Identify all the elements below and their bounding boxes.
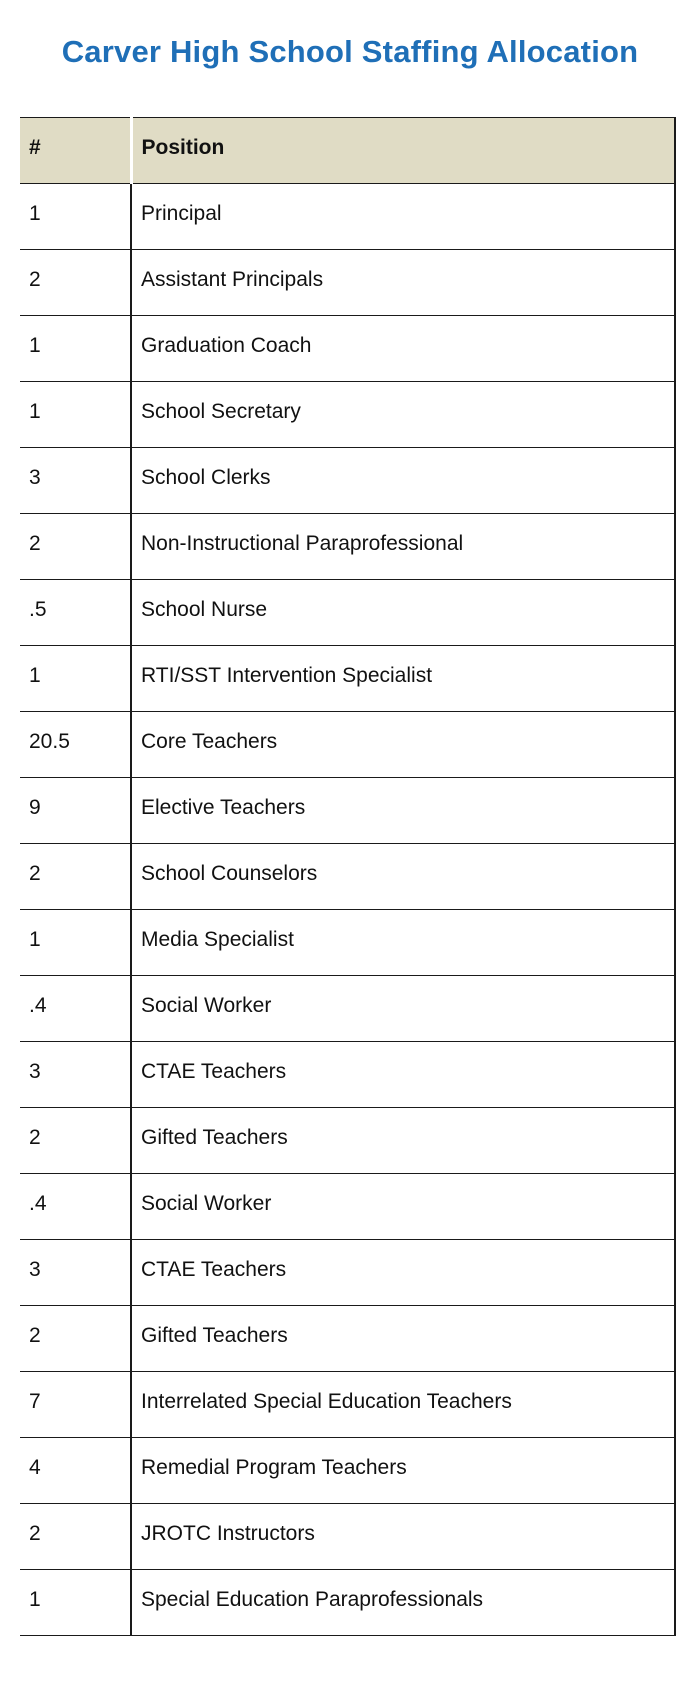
table-row <box>20 580 675 646</box>
table-row <box>20 1240 675 1306</box>
row-position: Media Specialist <box>131 910 675 976</box>
row-position: School Counselors <box>131 844 675 910</box>
row-position: Principal <box>131 184 675 250</box>
table-header-row <box>20 118 675 184</box>
row-position: Special Education Paraprofessionals <box>131 1570 675 1636</box>
row-position: Social Worker <box>131 976 675 1042</box>
table-row <box>20 382 675 448</box>
row-count: .4 <box>20 1174 131 1240</box>
column-header-count: # <box>20 118 131 184</box>
row-count: 2 <box>20 250 131 316</box>
staffing-table <box>20 117 676 1636</box>
row-count: 2 <box>20 1306 131 1372</box>
table-row <box>20 316 675 382</box>
row-position: School Secretary <box>131 382 675 448</box>
table-row <box>20 1174 675 1240</box>
row-count: 2 <box>20 844 131 910</box>
row-count: 2 <box>20 1108 131 1174</box>
table-row <box>20 910 675 976</box>
row-count: 1 <box>20 646 131 712</box>
row-position: Assistant Principals <box>131 250 675 316</box>
table-row <box>20 250 675 316</box>
table-row <box>20 976 675 1042</box>
row-position: CTAE Teachers <box>131 1042 675 1108</box>
table-row <box>20 184 675 250</box>
row-count: 9 <box>20 778 131 844</box>
row-position: Elective Teachers <box>131 778 675 844</box>
table-row <box>20 712 675 778</box>
column-header-position: Position <box>131 118 675 184</box>
row-position: Graduation Coach <box>131 316 675 382</box>
row-position: CTAE Teachers <box>131 1240 675 1306</box>
row-position: RTI/SST Intervention Specialist <box>131 646 675 712</box>
row-count: 3 <box>20 1240 131 1306</box>
row-position: JROTC Instructors <box>131 1504 675 1570</box>
row-position: Social Worker <box>131 1174 675 1240</box>
table-row <box>20 646 675 712</box>
row-position: School Nurse <box>131 580 675 646</box>
row-count: 4 <box>20 1438 131 1504</box>
row-count: 2 <box>20 514 131 580</box>
row-count: 1 <box>20 316 131 382</box>
row-count: 1 <box>20 382 131 448</box>
row-count: 3 <box>20 1042 131 1108</box>
row-position: Gifted Teachers <box>131 1108 675 1174</box>
row-position: Core Teachers <box>131 712 675 778</box>
row-count: 20.5 <box>20 712 131 778</box>
table-row <box>20 1042 675 1108</box>
row-count: .4 <box>20 976 131 1042</box>
table-row <box>20 844 675 910</box>
table-row <box>20 514 675 580</box>
table-row <box>20 1108 675 1174</box>
row-position: School Clerks <box>131 448 675 514</box>
row-position: Remedial Program Teachers <box>131 1438 675 1504</box>
table-row <box>20 1504 675 1570</box>
row-count: 2 <box>20 1504 131 1570</box>
row-position: Gifted Teachers <box>131 1306 675 1372</box>
table-row <box>20 448 675 514</box>
row-count: 1 <box>20 1570 131 1636</box>
row-count: 3 <box>20 448 131 514</box>
table-row <box>20 1372 675 1438</box>
table-row <box>20 1438 675 1504</box>
table-row <box>20 778 675 844</box>
row-position: Non-Instructional Paraprofessional <box>131 514 675 580</box>
table-row <box>20 1306 675 1372</box>
row-position: Interrelated Special Education Teachers <box>131 1372 675 1438</box>
page-title: Carver High School Staffing Allocation <box>61 34 639 69</box>
row-count: 7 <box>20 1372 131 1438</box>
row-count: .5 <box>20 580 131 646</box>
row-count: 1 <box>20 184 131 250</box>
row-count: 1 <box>20 910 131 976</box>
table-row <box>20 1570 675 1636</box>
